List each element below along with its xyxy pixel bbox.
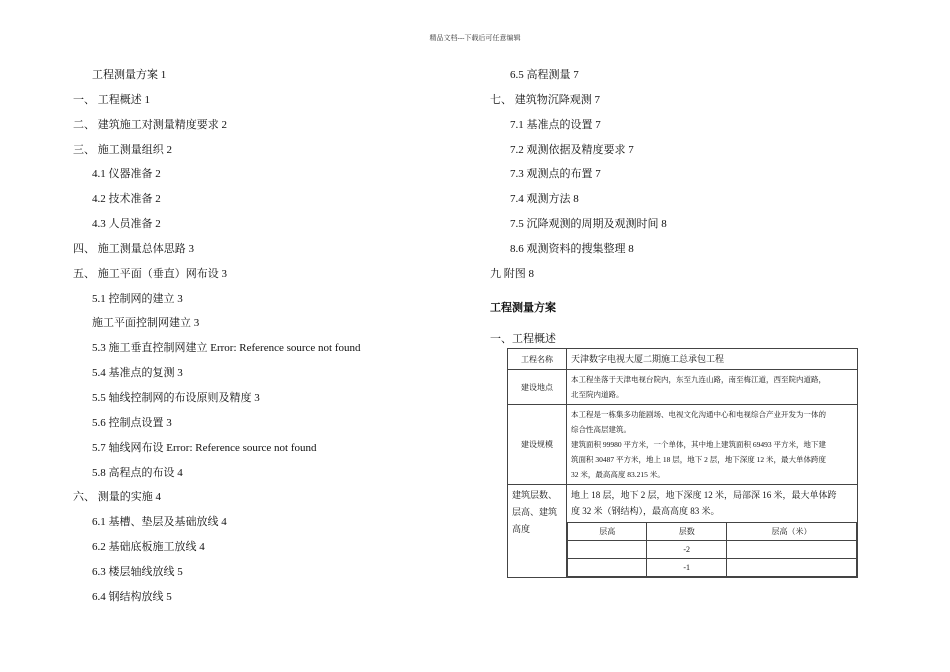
toc-entry[interactable]: 一、 工程概述 1 [73, 94, 150, 106]
toc-entry[interactable]: 施工平面控制网建立 3 [92, 317, 200, 329]
toc-entry[interactable]: 8.6 观测资料的搜集整理 8 [510, 243, 634, 255]
toc-entry[interactable]: 6.4 钢结构放线 5 [92, 591, 172, 603]
project-overview-table [507, 348, 858, 578]
text-line: 筑面积 30487 平方米，地上 18 层，地下 2 层，地下深度 12 米，最大单体跨度 [571, 455, 826, 464]
text-line: 层高、建筑 [512, 507, 558, 517]
table-label: 工程名称 [508, 349, 567, 370]
toc-entry[interactable]: 5.3 施工垂直控制网建立 Error: Reference source not found [92, 342, 361, 354]
table-label: 建设规模 [508, 405, 567, 485]
toc-entry[interactable]: 6.1 基槽、垫层及基础放线 4 [92, 516, 227, 528]
text-line: 综合性高层建筑。 [571, 425, 631, 434]
toc-entry[interactable]: 4.1 仪器准备 2 [92, 168, 161, 180]
toc-entry[interactable]: 5.4 基准点的复测 3 [92, 367, 183, 379]
toc-entry[interactable]: 7.3 观测点的布置 7 [510, 168, 601, 180]
text-line: 建筑层数、 [512, 490, 558, 500]
toc-entry[interactable]: 4.3 人员准备 2 [92, 218, 161, 230]
text-line: 建筑面积 99980 平方米，一个单体，其中地上建筑面积 69493 平方米，地下建 [571, 440, 826, 449]
toc-entry[interactable]: 工程测量方案 1 [92, 69, 167, 81]
document-title: 工程测量方案 [490, 302, 556, 314]
page-header: 精品文档---下载后可任意编辑 [429, 34, 521, 42]
table-cell [726, 559, 856, 577]
table-header: 层高 [568, 523, 647, 541]
table-cell [568, 541, 647, 559]
toc-entry[interactable]: 5.5 轴线控制网的布设原则及精度 3 [92, 392, 260, 404]
table-cell [568, 559, 647, 577]
toc-entry[interactable]: 七、 建筑物沉降观测 7 [490, 94, 600, 106]
toc-entry[interactable]: 6.3 楼层轴线放线 5 [92, 566, 183, 578]
floor-height-table [567, 522, 857, 577]
toc-entry[interactable]: 5.1 控制网的建立 3 [92, 293, 183, 305]
table-value [567, 405, 858, 485]
toc-entry[interactable]: 7.5 沉降观测的周期及观测时间 8 [510, 218, 667, 230]
toc-entry[interactable]: 5.8 高程点的布设 4 [92, 467, 183, 479]
text-line: 32 米，最高高度 83.215 米。 [571, 470, 665, 479]
section-heading: 一、工程概述 [490, 333, 556, 345]
table-value [567, 370, 858, 405]
table-label [508, 485, 567, 578]
toc-entry[interactable]: 6.5 高程测量 7 [510, 69, 579, 81]
toc-entry[interactable]: 三、 施工测量组织 2 [73, 144, 172, 156]
toc-entry[interactable]: 6.2 基础底板施工放线 4 [92, 541, 205, 553]
toc-entry[interactable]: 7.1 基准点的设置 7 [510, 119, 601, 131]
text-line: 本工程是一栋集多功能剧场、电视文化沟通中心和电视综合产业开发为一体的 [571, 410, 826, 419]
table-header: 层高（米） [726, 523, 856, 541]
table-header: 层数 [647, 523, 726, 541]
table-value [567, 485, 858, 578]
table-cell: -1 [647, 559, 726, 577]
toc-entry[interactable]: 九 附图 8 [490, 268, 534, 280]
table-row [568, 559, 857, 577]
toc-entry[interactable]: 四、 施工测量总体思路 3 [73, 243, 194, 255]
toc-entry[interactable]: 六、 测量的实施 4 [73, 491, 161, 503]
toc-entry[interactable]: 4.2 技术准备 2 [92, 193, 161, 205]
toc-entry[interactable]: 五、 施工平面（垂直）网布设 3 [73, 268, 227, 280]
text-line: 度 32 米（钢结构），最高高度 83 米。 [571, 506, 720, 516]
table-value: 天津数字电视大厦二期施工总承包工程 [567, 349, 858, 370]
table-row [568, 541, 857, 559]
text-line: 高度 [512, 524, 531, 534]
toc-entry[interactable]: 二、 建筑施工对测量精度要求 2 [73, 119, 227, 131]
toc-entry[interactable]: 7.4 观测方法 8 [510, 193, 579, 205]
table-cell [726, 541, 856, 559]
text-line: 本工程坐落于天津电视台院内，东至九连山路，南至梅江道，西至院内道路， [571, 375, 826, 384]
text-line: 北至院内道路。 [571, 390, 624, 399]
table-label: 建设地点 [508, 370, 567, 405]
toc-entry[interactable]: 5.6 控制点设置 3 [92, 417, 172, 429]
toc-entry[interactable]: 5.7 轴线网布设 Error: Reference source not found [92, 442, 317, 454]
toc-entry[interactable]: 7.2 观测依据及精度要求 7 [510, 144, 634, 156]
text-line: 地上 18 层，地下 2 层，地下深度 12 米，局部深 16 米，最大单体跨 [571, 490, 837, 500]
table-cell: -2 [647, 541, 726, 559]
